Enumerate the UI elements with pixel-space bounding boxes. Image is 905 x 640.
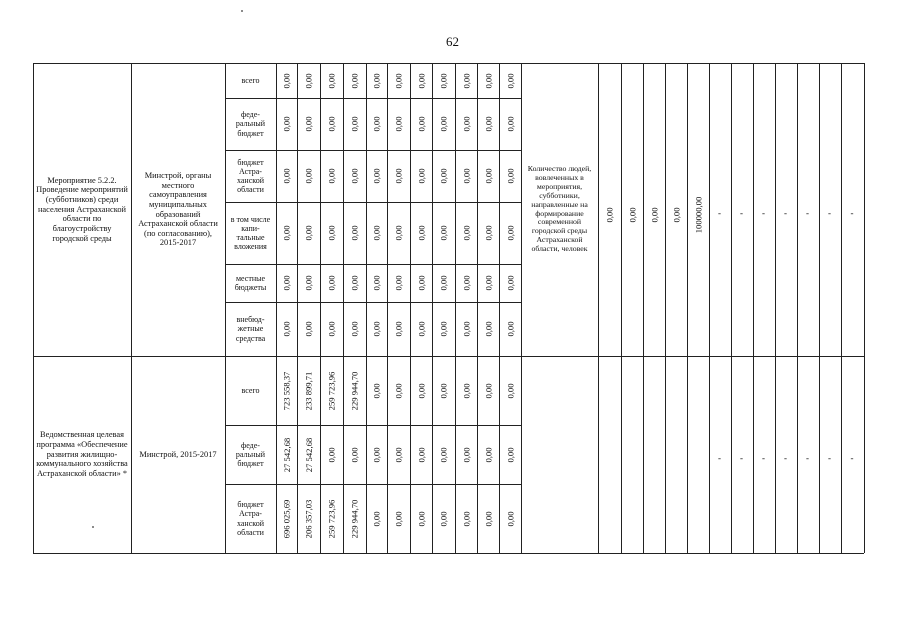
table-rule bbox=[477, 63, 478, 553]
value-cell: 0,00 bbox=[393, 116, 404, 132]
source-label: местные бюджеты bbox=[234, 273, 267, 292]
indicator-dash: - bbox=[718, 208, 721, 218]
value-cell: 27 542,68 bbox=[303, 437, 314, 472]
table-rule bbox=[499, 63, 500, 553]
value-cell: 206 357,03 bbox=[303, 499, 314, 538]
value-cell: 0,00 bbox=[326, 72, 337, 89]
value-cell: 0,00 bbox=[303, 168, 314, 184]
value-cell: 0,00 bbox=[303, 321, 314, 337]
value-cell: 0,00 bbox=[438, 382, 449, 399]
value-cell: 0,00 bbox=[461, 446, 472, 463]
indicator-value: 100000,00 bbox=[692, 196, 703, 234]
value-cell: 0,00 bbox=[371, 225, 382, 241]
value-cell: 27 542,68 bbox=[281, 437, 292, 472]
value-cell: 0,00 bbox=[483, 72, 494, 89]
value-cell: 0,00 bbox=[371, 72, 382, 89]
value-cell: 0,00 bbox=[416, 382, 427, 399]
table-rule bbox=[387, 63, 388, 553]
indicator-dash: - bbox=[762, 208, 765, 218]
value-cell: 0,00 bbox=[438, 116, 449, 132]
value-cell: 0,00 bbox=[483, 116, 494, 132]
value-cell: 0,00 bbox=[438, 225, 449, 241]
indicator-value: 0,00 bbox=[604, 207, 615, 223]
value-cell: 0,00 bbox=[416, 168, 427, 184]
table-rule bbox=[33, 553, 864, 554]
value-cell: 0,00 bbox=[483, 275, 494, 291]
table-rule bbox=[775, 63, 776, 553]
value-cell: 0,00 bbox=[393, 275, 404, 291]
value-cell: 0,00 bbox=[461, 321, 472, 337]
value-cell: 0,00 bbox=[349, 321, 360, 337]
value-cell: 0,00 bbox=[483, 382, 494, 399]
table-rule bbox=[410, 63, 411, 553]
value-cell: 0,00 bbox=[505, 382, 516, 399]
value-cell: 0,00 bbox=[416, 446, 427, 463]
value-cell: 0,00 bbox=[303, 72, 314, 89]
table-rule bbox=[841, 63, 842, 553]
value-cell: 0,00 bbox=[281, 321, 292, 337]
value-cell: 0,00 bbox=[371, 168, 382, 184]
table-rule bbox=[598, 63, 599, 553]
value-cell: 0,00 bbox=[416, 116, 427, 132]
source-label: бюджет Астра-ханской области bbox=[236, 500, 265, 537]
indicator-dash: - bbox=[784, 453, 787, 463]
value-cell: 0,00 bbox=[505, 275, 516, 291]
table-rule bbox=[521, 63, 522, 553]
indicator-dash: - bbox=[806, 208, 809, 218]
value-cell: 0,00 bbox=[371, 275, 382, 291]
indicator-dash: - bbox=[850, 453, 854, 463]
value-cell: 0,00 bbox=[438, 321, 449, 337]
value-cell: 0,00 bbox=[461, 168, 472, 184]
table-rule bbox=[455, 63, 456, 553]
value-cell: 0,00 bbox=[416, 510, 427, 527]
source-label: феде-ральный бюджет bbox=[235, 440, 266, 469]
source-label: феде-ральный бюджет bbox=[235, 110, 266, 138]
table-rule bbox=[621, 63, 622, 553]
table-rule bbox=[320, 63, 321, 553]
table-rule bbox=[709, 63, 710, 553]
table-rule bbox=[819, 63, 820, 553]
value-cell: 0,00 bbox=[505, 168, 516, 184]
value-cell: 0,00 bbox=[393, 446, 404, 463]
value-cell: 0,00 bbox=[393, 168, 404, 184]
value-cell: 0,00 bbox=[505, 446, 516, 463]
value-cell: 0,00 bbox=[349, 168, 360, 184]
value-cell: 0,00 bbox=[505, 72, 516, 89]
value-cell: 0,00 bbox=[371, 382, 382, 399]
source-label: внебюд-жетные средства bbox=[235, 315, 266, 343]
table-rule bbox=[797, 63, 798, 553]
value-cell: 0,00 bbox=[483, 446, 494, 463]
value-cell: 0,00 bbox=[371, 116, 382, 132]
value-cell: 0,00 bbox=[505, 510, 516, 527]
row-indicator bbox=[524, 356, 595, 553]
row-indicator: Количество людей, вовлеченных в мероприятия, субботники, направленные на формирование современной городской среды Астраханской области, человек bbox=[527, 163, 592, 254]
value-cell: 0,00 bbox=[303, 225, 314, 241]
value-cell: 0,00 bbox=[438, 275, 449, 291]
value-cell: 0,00 bbox=[349, 446, 360, 463]
value-cell: 0,00 bbox=[326, 275, 337, 291]
table-rule bbox=[343, 63, 344, 553]
value-cell: 0,00 bbox=[281, 168, 292, 184]
value-cell: 0,00 bbox=[349, 116, 360, 132]
indicator-dash: - bbox=[806, 453, 809, 463]
source-label: всего bbox=[241, 75, 260, 85]
value-cell: 0,00 bbox=[483, 510, 494, 527]
value-cell: 0,00 bbox=[281, 72, 292, 89]
value-cell: 259 723,96 bbox=[326, 499, 337, 538]
value-cell: 0,00 bbox=[438, 510, 449, 527]
value-cell: 0,00 bbox=[505, 116, 516, 132]
table-rule bbox=[366, 63, 367, 553]
row-name: Ведомственная целевая программа «Обеспечение развития жилищно-коммунального хозяйства Астраханской области» * bbox=[36, 430, 128, 478]
value-cell: 0,00 bbox=[438, 446, 449, 463]
value-cell: 0,00 bbox=[371, 446, 382, 463]
value-cell: 0,00 bbox=[461, 225, 472, 241]
indicator-value: 0,00 bbox=[649, 207, 660, 223]
value-cell: 0,00 bbox=[393, 321, 404, 337]
value-cell: 0,00 bbox=[281, 225, 292, 241]
table-rule bbox=[665, 63, 666, 553]
value-cell: 0,00 bbox=[416, 275, 427, 291]
value-cell: 233 899,71 bbox=[303, 371, 314, 410]
value-cell: 0,00 bbox=[461, 382, 472, 399]
value-cell: 0,00 bbox=[461, 116, 472, 132]
value-cell: 229 944,70 bbox=[349, 499, 360, 538]
value-cell: 0,00 bbox=[281, 116, 292, 132]
table-rule bbox=[687, 63, 688, 553]
indicator-dash: - bbox=[740, 208, 743, 218]
value-cell: 0,00 bbox=[461, 510, 472, 527]
value-cell: 0,00 bbox=[326, 116, 337, 132]
value-cell: 0,00 bbox=[393, 225, 404, 241]
value-cell: 0,00 bbox=[371, 321, 382, 337]
value-cell: 696 025,69 bbox=[281, 499, 292, 538]
row-name: Мероприятие 5.2.2. Проведение мероприятий (субботников) среди населения Астраханской области по благоустройству городской среды bbox=[36, 175, 128, 243]
value-cell: 0,00 bbox=[461, 275, 472, 291]
value-cell: 0,00 bbox=[326, 321, 337, 337]
table-rule bbox=[131, 63, 132, 553]
page-number: 62 bbox=[446, 34, 459, 49]
value-cell: 0,00 bbox=[326, 168, 337, 184]
value-cell: 0,00 bbox=[438, 72, 449, 89]
value-cell: 259 723,96 bbox=[326, 371, 337, 410]
value-cell: 0,00 bbox=[483, 321, 494, 337]
value-cell: 723 558,37 bbox=[281, 371, 292, 410]
source-label: бюджет Астра-ханской области bbox=[236, 157, 265, 195]
row-executor: Минстрой, 2015-2017 bbox=[139, 449, 217, 459]
value-cell: 0,00 bbox=[349, 225, 360, 241]
value-cell: 0,00 bbox=[461, 72, 472, 89]
table-rule bbox=[276, 63, 277, 553]
indicator-dash: - bbox=[850, 208, 854, 218]
source-label: в том числе капи-тальные вложения bbox=[230, 214, 271, 252]
value-cell: 0,00 bbox=[326, 225, 337, 241]
indicator-dash: - bbox=[740, 453, 743, 463]
value-cell: 0,00 bbox=[303, 275, 314, 291]
value-cell: 229 944,70 bbox=[349, 371, 360, 410]
value-cell: 0,00 bbox=[393, 72, 404, 89]
value-cell: 0,00 bbox=[416, 72, 427, 89]
indicator-dash: - bbox=[718, 453, 721, 463]
table-rule bbox=[33, 63, 34, 553]
value-cell: 0,00 bbox=[393, 382, 404, 399]
value-cell: 0,00 bbox=[326, 446, 337, 463]
indicator-dash: - bbox=[828, 453, 831, 463]
indicator-dash: - bbox=[784, 208, 787, 218]
value-cell: 0,00 bbox=[393, 510, 404, 527]
value-cell: 0,00 bbox=[349, 275, 360, 291]
value-cell: 0,00 bbox=[505, 225, 516, 241]
indicator-value: 0,00 bbox=[627, 207, 638, 223]
table-rule bbox=[753, 63, 754, 553]
table-rule bbox=[643, 63, 644, 553]
indicator-dash: - bbox=[828, 208, 831, 218]
value-cell: 0,00 bbox=[416, 321, 427, 337]
value-cell: 0,00 bbox=[281, 275, 292, 291]
indicator-dash: - bbox=[762, 453, 765, 463]
value-cell: 0,00 bbox=[483, 225, 494, 241]
table-rule bbox=[297, 63, 298, 553]
table-rule bbox=[864, 63, 865, 553]
indicator-value: 0,00 bbox=[671, 207, 682, 223]
row-executor: Минстрой, органы местного самоуправления муниципальных образований Астраханской области (по согласованию), 2015-2017 bbox=[138, 170, 218, 248]
table-rule bbox=[225, 63, 226, 553]
table-rule bbox=[432, 63, 433, 553]
source-label: всего bbox=[241, 385, 260, 395]
table-rule bbox=[731, 63, 732, 553]
value-cell: 0,00 bbox=[303, 116, 314, 132]
value-cell: 0,00 bbox=[416, 225, 427, 241]
value-cell: 0,00 bbox=[505, 321, 516, 337]
value-cell: 0,00 bbox=[438, 168, 449, 184]
value-cell: 0,00 bbox=[371, 510, 382, 527]
value-cell: 0,00 bbox=[483, 168, 494, 184]
value-cell: 0,00 bbox=[349, 72, 360, 89]
